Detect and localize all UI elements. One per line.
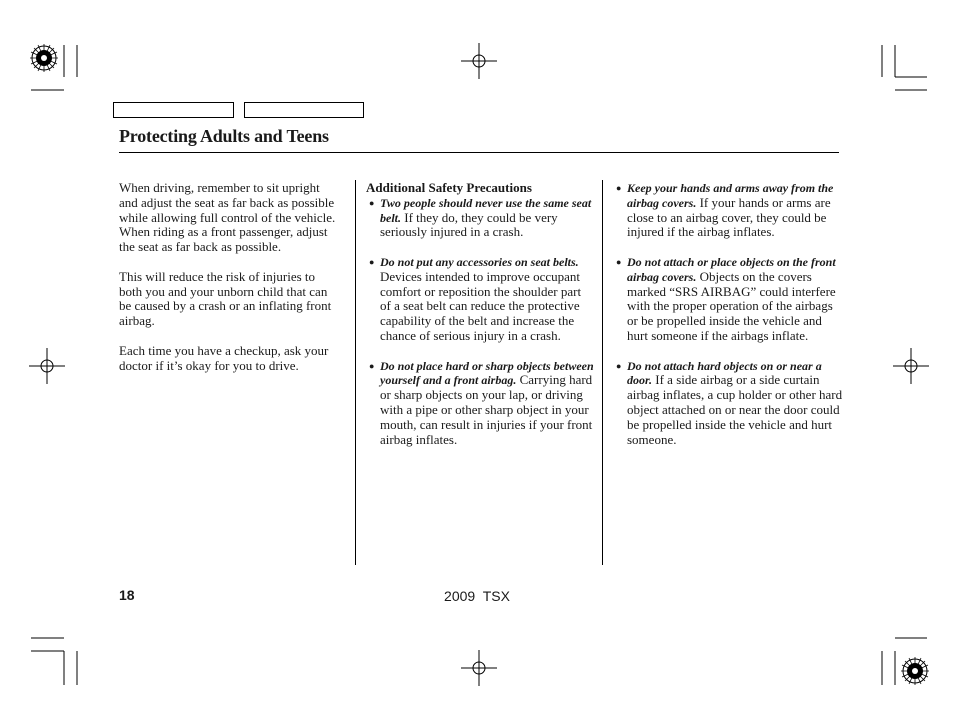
bullet-lead: Do not attach or place objects on the front airbag covers. [627, 254, 836, 284]
starburst-target-icon [29, 43, 59, 73]
page-title: Protecting Adults and Teens [119, 126, 329, 146]
paragraph: Each time you have a checkup, ask your doctor if it’s okay for you to drive. [119, 342, 329, 373]
bullet-icon: ● [616, 360, 622, 371]
bullet-icon: ● [616, 256, 622, 267]
registration-mark-right [891, 346, 931, 386]
list-item [613, 181, 843, 240]
list-item [613, 359, 843, 448]
bullet-icon: ● [369, 360, 375, 371]
bullet-text: If they do, they could be very seriously injured in a crash. [380, 209, 558, 240]
registration-mark-left [27, 346, 67, 386]
bullet-lead: Two people should never use the same seat belt. [380, 195, 592, 225]
paragraph: This will reduce the risk of injuries to both you and your unborn child that can be caused by a crash or an inflating front airbag. [119, 268, 332, 329]
section-tab-box [113, 102, 234, 118]
column-divider [602, 180, 603, 565]
bullet-text: Devices intended to improve occupant comfort or reposition the shoulder part of a seat belt can reduce the protective capability of the belt and increase the chance of serious injury in a crash. [380, 268, 582, 343]
bullet-icon: ● [616, 183, 622, 193]
bullet-lead: Do not attach hard objects on or near a door. [627, 358, 822, 388]
left-column [119, 181, 341, 388]
bullet-lead: Keep your hands and arms away from the airbag covers. [627, 181, 834, 210]
bullet-text: Carrying hard or sharp objects on your lap, or driving with a pipe or other sharp object in your mouth, can result in injuries if your front airbag inflates. [380, 372, 593, 447]
column-divider [355, 180, 356, 565]
right-column [613, 181, 843, 462]
footer-model-text: 2009 TSX [444, 588, 510, 604]
bullet-text: If a side airbag or a side curtain airbag inflates, a cup holder or other hard object attached on or near the door could be propelled inside the vehicle and hurt someone. [627, 372, 843, 447]
paragraph: When driving, remember to sit upright and adjust the seat as far back as possible while allowing full control of the vehicle. When riding as a front passenger, adjust the seat as far back as possible. [119, 180, 336, 255]
page-number: 18 [119, 587, 135, 603]
section-tab-box [244, 102, 364, 118]
list-item [366, 196, 594, 240]
starburst-target-icon [900, 656, 930, 686]
bullet-icon: ● [369, 256, 375, 267]
list-item [366, 255, 594, 344]
list-item [366, 359, 594, 448]
bullet-icon: ● [369, 197, 375, 208]
bullet-text: If your hands or arms are close to an airbag cover, they could be injured if the airbag inflates. [627, 194, 831, 240]
title-rule [119, 152, 839, 153]
list-item [613, 255, 843, 344]
bullet-lead: Do not place hard or sharp objects between yourself and a front airbag. [380, 358, 594, 388]
middle-column [366, 181, 594, 462]
bullet-text: Objects on the covers marked “SRS AIRBAG” could interfere with the proper operation of the airbags or be propelled inside the vehicle and hurt someone if the airbags inflate. [627, 268, 836, 343]
registration-mark-top [459, 41, 499, 81]
registration-mark-bottom [459, 648, 499, 688]
section-heading: Additional Safety Precautions [366, 180, 532, 195]
bullet-lead: Do not put any accessories on seat belts. [380, 254, 579, 269]
footer-model [0, 588, 954, 604]
